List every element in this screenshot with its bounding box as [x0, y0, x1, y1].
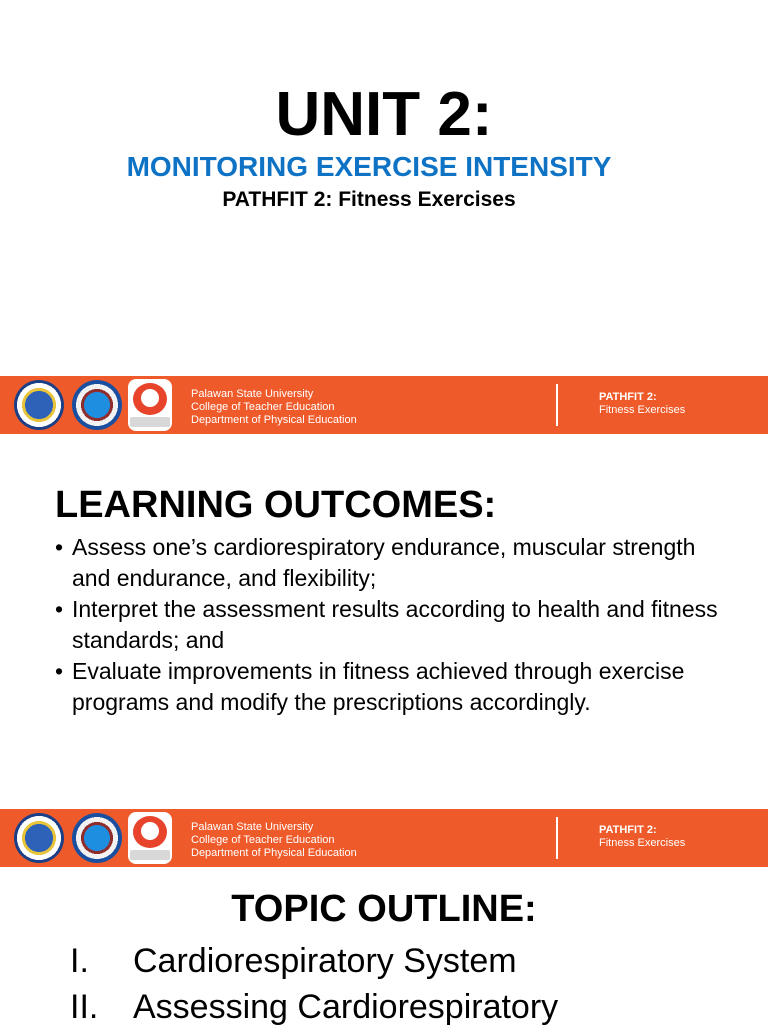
palawan-state-university-seal-icon: [14, 813, 64, 863]
topic-number: I.: [70, 942, 89, 980]
institution-text: [191, 821, 357, 860]
college-of-teacher-education-seal-icon: [72, 813, 122, 863]
department-name: Department of Physical Education: [191, 847, 357, 859]
department-name: Department of Physical Education: [191, 414, 357, 426]
institution-text: [191, 388, 357, 427]
department-of-physical-education-logo-icon: [128, 379, 172, 431]
topic-number: II.: [70, 988, 99, 1026]
topic-text: Assessing Cardiorespiratory: [133, 988, 559, 1026]
college-of-teacher-education-seal-icon: [72, 380, 122, 430]
course-label: [599, 391, 685, 417]
list-item: • Interpret the assessment results according to health and fitness standards; and: [55, 594, 735, 656]
palawan-state-university-seal-icon: [14, 380, 64, 430]
list-item: [70, 938, 750, 984]
learning-outcomes-list: [55, 532, 735, 718]
course-title: PATHFIT 2:: [599, 824, 657, 836]
department-of-physical-education-logo-icon: [128, 812, 172, 864]
banner-divider: [556, 384, 558, 426]
topic-text: Cardiorespiratory System: [133, 942, 517, 980]
course-name: Fitness Exercises: [599, 404, 686, 416]
unit-subtitle: MONITORING EXERCISE INTENSITY: [126, 151, 612, 182]
university-name: Palawan State University: [191, 821, 314, 833]
unit-title: UNIT 2:: [275, 80, 493, 149]
college-name: College of Teacher Education: [191, 834, 335, 846]
learning-outcomes-title: LEARNING OUTCOMES:: [55, 484, 497, 526]
course-name: Fitness Exercises: [599, 837, 686, 849]
list-item: • Assess one’s cardiorespiratory endurance, muscular strength and endurance, and flexibility;: [55, 532, 735, 594]
university-name: Palawan State University: [191, 388, 314, 400]
banner-divider: [556, 817, 558, 859]
course-label: [599, 824, 685, 850]
topic-outline-list: [70, 938, 750, 1030]
topic-outline-title: TOPIC OUTLINE:: [231, 888, 537, 930]
college-name: College of Teacher Education: [191, 401, 335, 413]
list-item: [70, 984, 750, 1030]
footer-banner: [0, 376, 768, 434]
list-item: • Evaluate improvements in fitness achieved through exercise programs and modify the prescriptions accordingly.: [55, 656, 735, 718]
course-title: PATHFIT 2:: [599, 391, 657, 403]
unit-course: PATHFIT 2: Fitness Exercises: [222, 188, 516, 211]
footer-banner: [0, 809, 768, 867]
